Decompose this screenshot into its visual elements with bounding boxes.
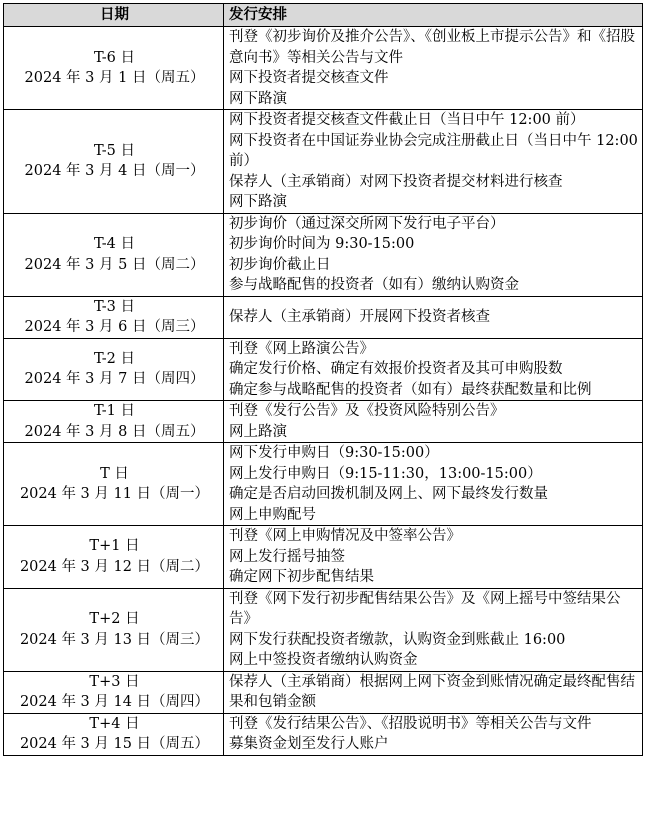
table-row xyxy=(4,27,643,110)
arrangement-item: 刊登《发行公告》及《投资风险特别公告》 xyxy=(229,403,505,419)
arrangement-item: 募集资金划至发行人账户 xyxy=(229,736,389,752)
arrangement-cell xyxy=(224,526,643,589)
arrangement-item: 网上发行摇号抽签 xyxy=(229,548,345,565)
arrangement-cell xyxy=(224,338,643,401)
t-day-label: T 日 xyxy=(100,465,129,482)
date-cell xyxy=(4,213,224,296)
arrangement-item: 网上中签投资者缴纳认购资金 xyxy=(229,652,418,668)
date-cell xyxy=(4,296,224,338)
arrangement-item: 网上申购配号 xyxy=(229,506,316,523)
arrangement-cell xyxy=(224,27,643,110)
calendar-date: 2024 年 3 月 13 日（周三） xyxy=(19,631,210,648)
arrangement-cell xyxy=(224,671,643,713)
arrangement-item: 刊登《初步询价及推介公告》、《创业板上市提示公告》和《招股意向书》等相关公告与文件 xyxy=(229,29,635,66)
calendar-date: 2024 年 3 月 7 日（周四） xyxy=(24,371,205,388)
arrangement-item: 刊登《网上申购情况及中签率公告》 xyxy=(229,528,461,544)
arrangement-item: 网下投资者在中国证券业协会完成注册截止日（当日中午 12:00 前） xyxy=(229,132,638,169)
t-day-label: T-6 日 xyxy=(93,49,136,66)
arrangement-item: 刊登《网上路演公告》 xyxy=(229,340,374,357)
t-day-label: T-5 日 xyxy=(93,142,136,159)
arrangement-cell xyxy=(224,296,643,338)
table-row xyxy=(4,296,643,338)
t-day-label: T-3 日 xyxy=(93,298,136,315)
t-day-label: T+1 日 xyxy=(89,538,140,555)
table-body xyxy=(4,27,643,756)
arrangement-item: 保荐人（主承销商）开展网下投资者核查 xyxy=(229,308,490,325)
header-date: 日期 xyxy=(4,4,224,27)
calendar-date: 2024 年 3 月 15 日（周五） xyxy=(19,736,210,752)
arrangement-item: 网下路演 xyxy=(229,194,287,210)
date-cell xyxy=(4,401,224,443)
arrangement-item: 网下发行获配投资者缴款，认购资金到账截止 16:00 xyxy=(229,631,566,648)
calendar-date: 2024 年 3 月 8 日（周五） xyxy=(24,423,205,440)
table-row xyxy=(4,713,643,755)
table-row xyxy=(4,110,643,214)
arrangement-item: 初步询价时间为 9:30-15:00 xyxy=(229,236,415,252)
arrangement-item: 保荐人（主承销商）根据网上网下资金到账情况确定最终配售结果和包销金额 xyxy=(229,673,635,710)
date-cell xyxy=(4,713,224,755)
date-cell xyxy=(4,671,224,713)
arrangement-cell xyxy=(224,443,643,526)
calendar-date: 2024 年 3 月 4 日（周一） xyxy=(24,163,205,180)
arrangement-item: 确定网下初步配售结果 xyxy=(229,569,374,585)
calendar-date: 2024 年 3 月 1 日（周五） xyxy=(24,70,205,86)
calendar-date: 2024 年 3 月 6 日（周三） xyxy=(24,319,205,335)
arrangement-item: 初步询价截止日 xyxy=(229,256,331,273)
table-row xyxy=(4,588,643,671)
header-row xyxy=(4,4,643,27)
header-arrangement: 发行安排 xyxy=(224,4,643,27)
table-row xyxy=(4,213,643,296)
arrangement-item: 刊登《发行结果公告》、《招股说明书》等相关公告与文件 xyxy=(229,715,592,732)
t-day-label: T+2 日 xyxy=(89,611,140,627)
arrangement-item: 确定参与战略配售的投资者（如有）最终获配数量和比例 xyxy=(229,381,592,398)
calendar-date: 2024 年 3 月 11 日（周一） xyxy=(19,486,210,502)
arrangement-cell xyxy=(224,713,643,755)
arrangement-cell xyxy=(224,213,643,296)
arrangement-cell xyxy=(224,401,643,443)
calendar-date: 2024 年 3 月 14 日（周四） xyxy=(19,694,210,710)
arrangement-item: 网下投资者提交核查文件 xyxy=(229,70,389,86)
arrangement-cell xyxy=(224,110,643,214)
arrangement-item: 刊登《网下发行初步配售结果公告》及《网上摇号中签结果公告》 xyxy=(229,590,621,627)
arrangement-cell xyxy=(224,588,643,671)
arrangement-item: 保荐人（主承销商）对网下投资者提交材料进行核查 xyxy=(229,173,563,190)
arrangement-item: 确定发行价格、确定有效报价投资者及其可申购股数 xyxy=(229,361,563,377)
t-day-label: T-4 日 xyxy=(93,236,136,252)
table-row xyxy=(4,526,643,589)
arrangement-item: 网下投资者提交核查文件截止日（当日中午 12:00 前） xyxy=(229,112,585,128)
arrangement-item: 确定是否启动回拨机制及网上、网下最终发行数量 xyxy=(229,486,548,502)
issuance-schedule-table xyxy=(3,3,643,756)
table-header xyxy=(4,4,643,27)
date-cell xyxy=(4,526,224,589)
arrangement-item: 参与战略配售的投资者（如有）缴纳认购资金 xyxy=(229,277,519,293)
table-row xyxy=(4,443,643,526)
t-day-label: T-1 日 xyxy=(93,403,136,419)
arrangement-item: 网下发行申购日（9:30-15:00） xyxy=(229,445,439,461)
date-cell xyxy=(4,110,224,214)
table-row xyxy=(4,338,643,401)
arrangement-item: 网下路演 xyxy=(229,90,287,107)
t-day-label: T+4 日 xyxy=(89,715,140,732)
date-cell xyxy=(4,588,224,671)
calendar-date: 2024 年 3 月 12 日（周二） xyxy=(19,558,210,575)
arrangement-item: 网上发行申购日（9:15-11:30，13:00-15:00） xyxy=(229,465,542,482)
calendar-date: 2024 年 3 月 5 日（周二） xyxy=(24,256,205,273)
arrangement-item: 初步询价（通过深交所网下发行电子平台） xyxy=(229,215,505,232)
date-cell xyxy=(4,27,224,110)
table-row xyxy=(4,671,643,713)
arrangement-item: 网上路演 xyxy=(229,423,287,440)
t-day-label: T+3 日 xyxy=(89,673,140,690)
date-cell xyxy=(4,443,224,526)
t-day-label: T-2 日 xyxy=(93,350,136,367)
date-cell xyxy=(4,338,224,401)
table-row xyxy=(4,401,643,443)
